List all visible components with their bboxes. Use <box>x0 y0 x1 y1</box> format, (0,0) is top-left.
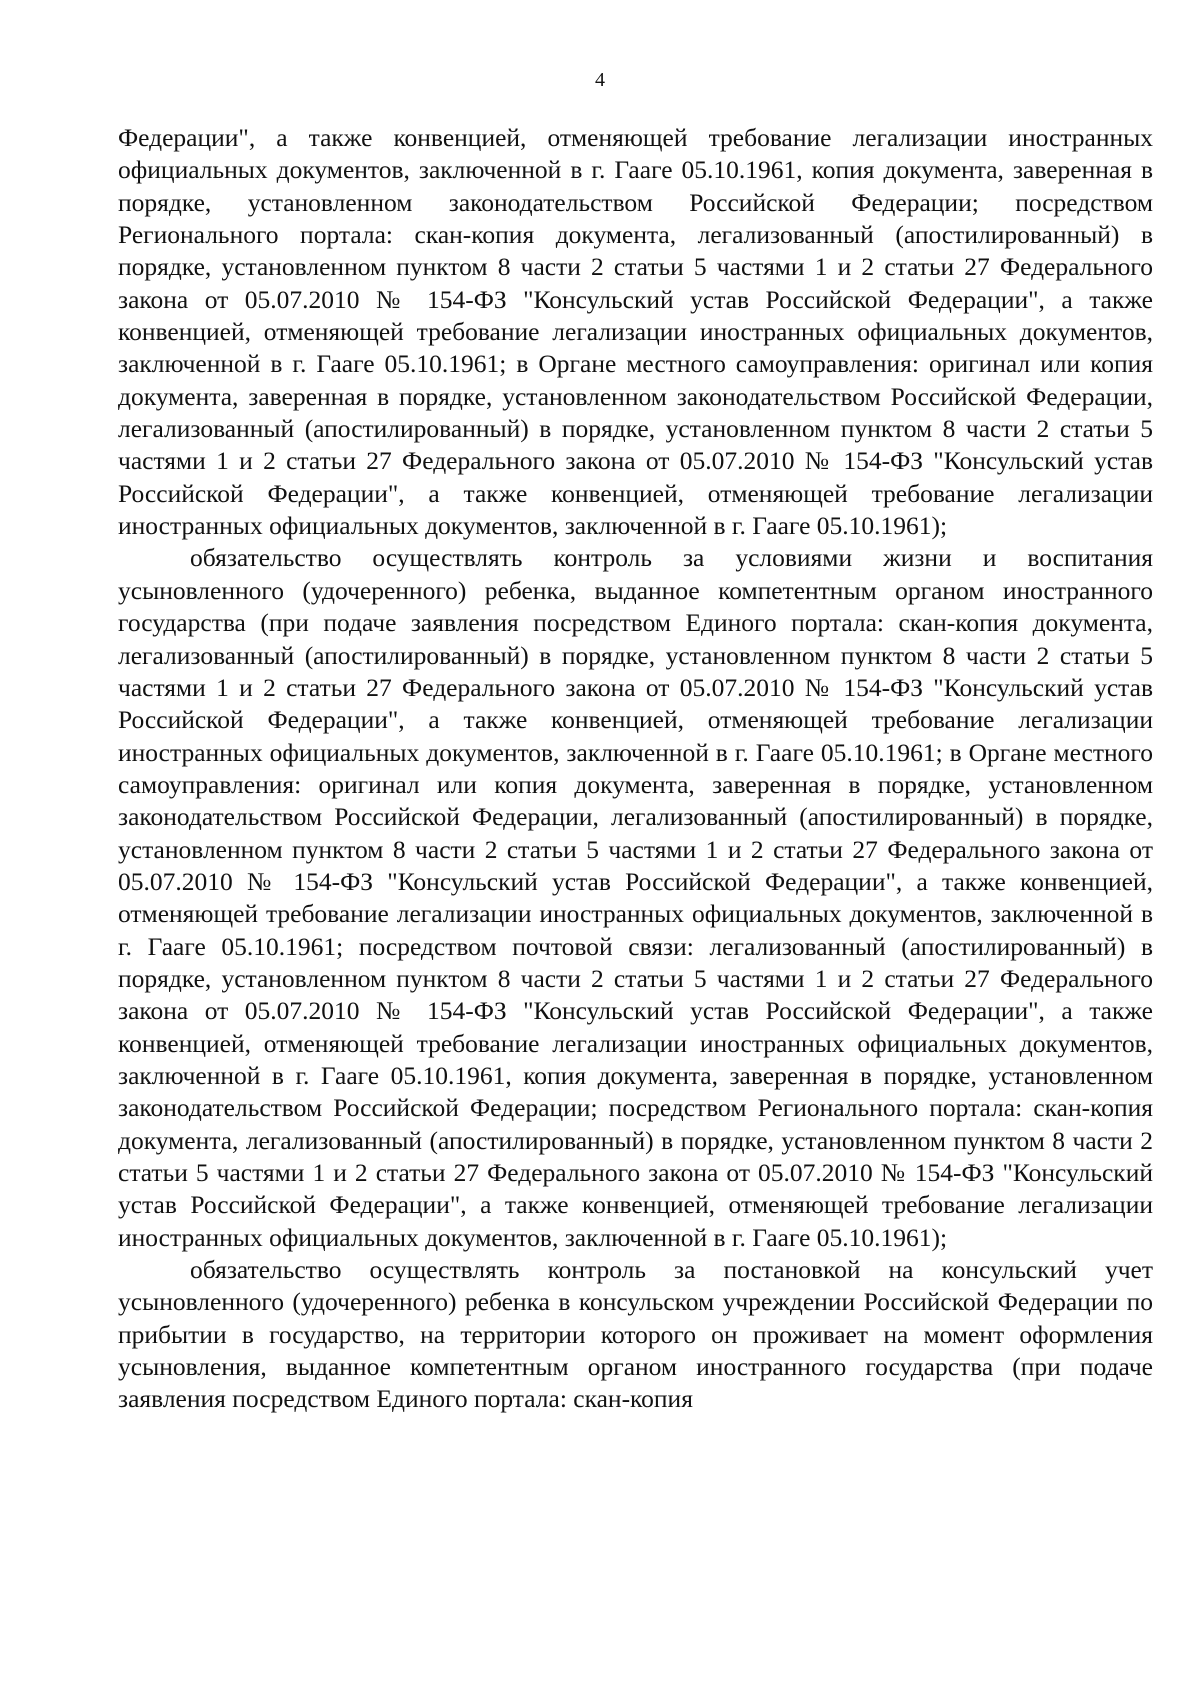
paragraph-consular-registration-obligation: обязательство осуществлять контроль за постановкой на консульский учет усыновленного (удочеренного) ребенка в консульском учреждении Российской Федерации по прибытии в государство, на территории которого он проживает на момент оформления усыновления, выданное компетентным органом иностранного государства (при подаче заявления посредством Единого портала: скан-копия <box>118 1255 1153 1414</box>
paragraph-living-conditions-obligation: обязательство осуществлять контроль за условиями жизни и воспитания усыновленного (удочеренного) ребенка, выданное компетентным органом иностранного государства (при подаче заявления посредством Единого портала: скан-копия документа, легализованный (апостилированный) в порядке, установленном пунктом 8 части 2 статьи 5 частями 1 и 2 статьи 27 Федерального закона от 05.07.2010 № 154-ФЗ "Консульский устав Российской Федерации", а также конвенцией, отменяющей требование легализации иностранных официальных документов, заключенной в г. Гааге 05.10.1961; в Органе местного самоуправления: оригинал или копия документа, заверенная в порядке, установленном законодательством Российской Федерации, легализованный (апостилированный) в порядке, установленном пунктом 8 части 2 статьи 5 частями 1 и 2 статьи 27 Федерального закона от 05.07.2010 № 154-ФЗ "Консульский устав Российской Федерации", а также конвенцией, отменяющей требование легализации иностранных официальных документов, заключенной в г. Гааге 05.10.1961; посредством почтовой связи: легализованный (апостилированный) в порядке, установленном пунктом 8 части 2 статьи 5 частями 1 и 2 статьи 27 Федерального закона от 05.07.2010 № 154-ФЗ "Консульский устав Российской Федерации", а также конвенцией, отменяющей требование легализации иностранных официальных документов, заключенной в г. Гааге 05.10.1961, копия документа, заверенная в порядке, установленном законодательством Российской Федерации; посредством Регионального портала: скан-копия документа, легализованный (апостилированный) в порядке, установленном пунктом 8 части 2 статьи 5 частями 1 и 2 статьи 27 Федерального закона от 05.07.2010 № 154-ФЗ "Консульский устав Российской Федерации", а также конвенцией, отменяющей требование легализации иностранных официальных документов, заключенной в г. Гааге 05.10.1961); <box>118 543 1153 1252</box>
document-body <box>118 122 1153 1416</box>
paragraph-continuation: Федерации", а также конвенцией, отменяющей требование легализации иностранных официальных документов, заключенной в г. Гааге 05.10.1961, копия документа, заверенная в порядке, установленном законодательством Российской Федерации; посредством Регионального портала: скан-копия документа, легализованный (апостилированный) в порядке, установленном пунктом 8 части 2 статьи 5 частями 1 и 2 статьи 27 Федерального закона от 05.07.2010 № 154-ФЗ "Консульский устав Российской Федерации", а также конвенцией, отменяющей требование легализации иностранных официальных документов, заключенной в г. Гааге 05.10.1961; в Органе местного самоуправления: оригинал или копия документа, заверенная в порядке, установленном законодательством Российской Федерации, легализованный (апостилированный) в порядке, установленном пунктом 8 части 2 статьи 5 частями 1 и 2 статьи 27 Федерального закона от 05.07.2010 № 154-ФЗ "Консульский устав Российской Федерации", а также конвенцией, отменяющей требование легализации иностранных официальных документов, заключенной в г. Гааге 05.10.1961); <box>118 123 1153 541</box>
page-number: 4 <box>595 69 605 91</box>
